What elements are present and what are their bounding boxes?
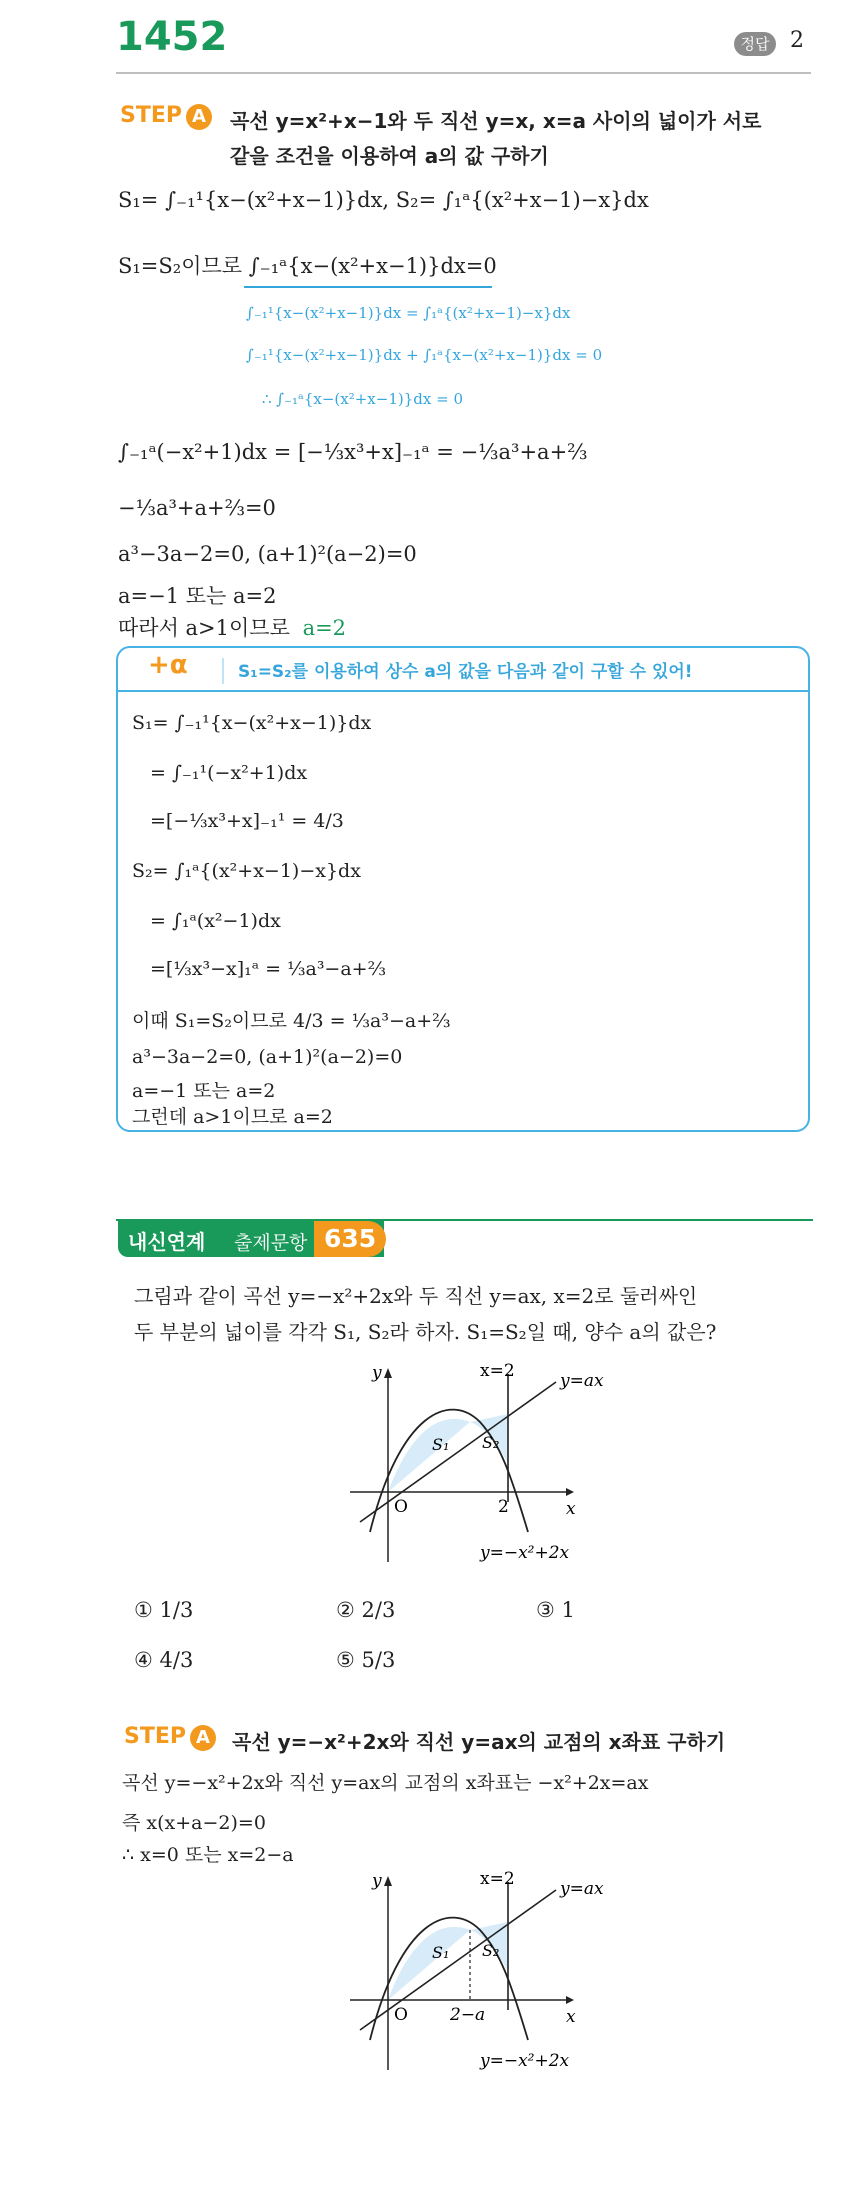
graph-origin: O bbox=[394, 2005, 408, 2025]
graph-s2-label: S₂ bbox=[482, 1433, 500, 1452]
solution-equation: −⅓a³+a+⅔=0 bbox=[118, 496, 276, 520]
tip-line: =[⅓x³−x]₁ᵃ = ⅓a³−a+⅔ bbox=[150, 958, 387, 980]
step-text: STEP bbox=[120, 103, 183, 128]
choice-3[interactable] bbox=[536, 1598, 575, 1622]
choice-value: 4/3 bbox=[159, 1648, 194, 1672]
header-divider bbox=[116, 72, 811, 74]
step-letter-badge: A bbox=[186, 104, 212, 130]
graph-x-label: x bbox=[566, 1499, 576, 1519]
graph-x-label: x bbox=[566, 2007, 576, 2027]
graph-line-ax-label: y=ax bbox=[560, 1371, 604, 1391]
step2-line3: ∴ x=0 또는 x=2−a bbox=[122, 1844, 294, 1866]
solution-equality: S₁=S₂이므로 ∫₋₁ᵃ{x−(x²+x−1)}dx=0 bbox=[118, 254, 497, 278]
solution-s1-s2: S₁= ∫₋₁¹{x−(x²+x−1)}dx, S₂= ∫₁ᵃ{(x²+x−1)−x}dx bbox=[118, 188, 649, 212]
blue-note-1: ∫₋₁¹{x−(x²+x−1)}dx = ∫₁ᵃ{(x²+x−1)−x}dx bbox=[246, 304, 571, 322]
graph-y-label: y bbox=[372, 1871, 382, 1891]
graph-intersection-tick: 2−a bbox=[450, 2005, 486, 2025]
step2-line2: 즉 x(x+a−2)=0 bbox=[122, 1812, 266, 1834]
step2-line1: 곡선 y=−x²+2x와 직선 y=ax의 교점의 x좌표는 −x²+2x=ax bbox=[122, 1772, 649, 1794]
solution-cubic: a³−3a−2=0, (a+1)²(a−2)=0 bbox=[118, 542, 417, 566]
graph-s1-label: S₁ bbox=[432, 1943, 450, 1962]
choice-1[interactable] bbox=[134, 1598, 193, 1622]
choice-5[interactable] bbox=[336, 1648, 395, 1672]
region-s1 bbox=[388, 1927, 470, 2000]
choice-4[interactable] bbox=[134, 1648, 193, 1672]
choice-2[interactable] bbox=[336, 1598, 395, 1622]
related-sub-label: 출제문항 bbox=[234, 1232, 308, 1254]
tip-separator bbox=[222, 658, 224, 684]
graph-solution bbox=[330, 1860, 660, 2090]
underline-mark bbox=[244, 286, 492, 288]
solution-integral: ∫₋₁ᵃ(−x²+1)dx = [−⅓x³+x]₋₁ᵃ = −⅓a³+a+⅔ bbox=[118, 440, 588, 464]
graph-s2-label: S₂ bbox=[482, 1941, 500, 1960]
tip-line: 그런데 a>1이므로 a=2 bbox=[132, 1106, 333, 1128]
answer-badge: 정답 bbox=[734, 32, 776, 56]
solution-roots: a=−1 또는 a=2 bbox=[118, 584, 277, 608]
choice-mark: ② bbox=[336, 1598, 355, 1622]
tip-line: S₁= ∫₋₁¹{x−(x²+x−1)}dx bbox=[132, 712, 372, 734]
tip-line: = ∫₋₁¹(−x²+1)dx bbox=[150, 762, 308, 784]
answer-value: 2 bbox=[790, 28, 804, 53]
solution-conclusion bbox=[118, 612, 346, 642]
tip-line: = ∫₁ᵃ(x²−1)dx bbox=[150, 910, 281, 932]
tip-line: 이때 S₁=S₂이므로 4/3 = ⅓a³−a+⅔ bbox=[132, 1010, 451, 1032]
related-number: 635 bbox=[324, 1224, 377, 1253]
conclusion-text: 따라서 a>1이므로 bbox=[118, 616, 290, 640]
step-letter-badge: A bbox=[190, 1725, 216, 1751]
related-label: 내신연계 bbox=[128, 1230, 206, 1254]
graph-line-x2-label: x=2 bbox=[480, 1869, 515, 1889]
graph-problem bbox=[330, 1352, 660, 1582]
tip-line: =[−⅓x³+x]₋₁¹ = 4/3 bbox=[150, 810, 344, 832]
plus-alpha-icon: +α bbox=[148, 650, 188, 680]
choice-value: 5/3 bbox=[361, 1648, 396, 1672]
choice-mark: ③ bbox=[536, 1598, 555, 1622]
problem-number: 1452 bbox=[116, 14, 228, 60]
graph-curve-label: y=−x²+2x bbox=[480, 2051, 570, 2071]
tip-line: a³−3a−2=0, (a+1)²(a−2)=0 bbox=[132, 1046, 403, 1068]
graph-x2-tick: 2 bbox=[498, 1497, 509, 1517]
tip-title: S₁=S₂를 이용하여 상수 a의 값을 다음과 같이 구할 수 있어! bbox=[238, 662, 693, 682]
choice-value: 1/3 bbox=[159, 1598, 194, 1622]
graph-line-x2-label: x=2 bbox=[480, 1361, 515, 1381]
graph-curve-label: y=−x²+2x bbox=[480, 1543, 570, 1563]
line-ax bbox=[360, 1382, 556, 1522]
graph-line-ax-label: y=ax bbox=[560, 1879, 604, 1899]
tip-line: a=−1 또는 a=2 bbox=[132, 1080, 276, 1102]
choice-value: 1 bbox=[561, 1598, 575, 1622]
step-label bbox=[124, 1724, 216, 1751]
tip-header-divider bbox=[116, 690, 810, 692]
graph-s1-label: S₁ bbox=[432, 1435, 450, 1454]
blue-note-2: ∫₋₁¹{x−(x²+x−1)}dx + ∫₁ᵃ{x−(x²+x−1)}dx = 0 bbox=[246, 346, 603, 364]
step-title-line1: 곡선 y=x²+x−1와 두 직선 y=x, x=a 사이의 넓이가 서로 bbox=[230, 109, 762, 133]
question-line2: 두 부분의 넓이를 각각 S₁, S₂라 하자. S₁=S₂일 때, 양수 a의 값은? bbox=[134, 1320, 717, 1344]
tip-line: S₂= ∫₁ᵃ{(x²+x−1)−x}dx bbox=[132, 860, 361, 882]
choice-value: 2/3 bbox=[361, 1598, 396, 1622]
graph-origin: O bbox=[394, 1497, 408, 1517]
choice-mark: ⑤ bbox=[336, 1648, 355, 1672]
blue-note-3: ∴ ∫₋₁ᵃ{x−(x²+x−1)}dx = 0 bbox=[262, 390, 463, 408]
final-answer: a=2 bbox=[302, 616, 347, 640]
step2-title: 곡선 y=−x²+2x와 직선 y=ax의 교점의 x좌표 구하기 bbox=[232, 1730, 726, 1754]
graph-y-label: y bbox=[372, 1363, 382, 1383]
step-text: STEP bbox=[124, 1724, 187, 1749]
question-line1: 그림과 같이 곡선 y=−x²+2x와 두 직선 y=ax, x=2로 둘러싸인 bbox=[134, 1284, 698, 1308]
choice-mark: ① bbox=[134, 1598, 153, 1622]
step-title-line2: 같을 조건을 이용하여 a의 값 구하기 bbox=[230, 144, 549, 168]
choice-mark: ④ bbox=[134, 1648, 153, 1672]
step-label bbox=[120, 103, 212, 130]
